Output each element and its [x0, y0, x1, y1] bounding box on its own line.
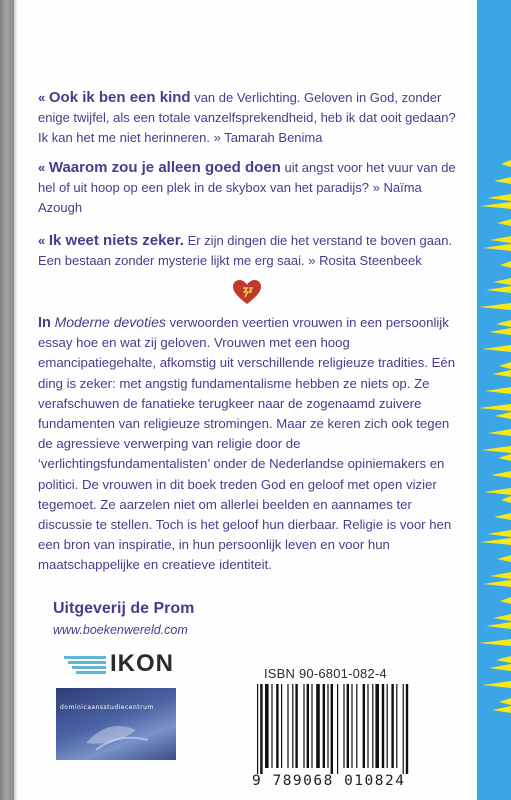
barcode-bar — [406, 684, 408, 774]
barcode-bar — [363, 684, 365, 768]
barcode-bar — [257, 684, 258, 774]
barcode-bar — [351, 684, 352, 768]
barcode-bar — [343, 684, 344, 768]
barcode-bar — [403, 684, 404, 774]
barcode-bar — [387, 684, 388, 768]
barcode-bar — [311, 684, 312, 768]
publisher-website: www.boekenwereld.com — [53, 623, 188, 637]
isbn-number: ISBN 90-6801-082-4 — [264, 666, 387, 681]
blurb — [38, 312, 458, 576]
quote-lead: Ik weet niets zeker. — [48, 232, 184, 249]
quote-text: uit angst voor het vuur van de hel of uit hoop op een plek in de skybox van het paradijs? » Naïma Azough — [38, 160, 456, 215]
quote-1 — [38, 88, 458, 148]
barcode-bar — [372, 684, 373, 768]
barcode-bar — [337, 684, 338, 774]
barcode-bar — [347, 684, 349, 768]
barcode-bar — [271, 684, 272, 768]
barcode-bar — [265, 684, 269, 768]
blurb-text: verwoorden veertien vrouwen in een persoonlijk essay hoe en wat zij geloven. Vrouwen met een hoog emancipatiegehalte, afkomstig uit verschillende religieuze tradities. Eén ding is zeker: met angstig fundamentalisme hebben ze niets op. Ze verafschuwen de fanatieke terugkeer naar de zogenaamd zuivere fundamenten van religieuze stromingen. Maar ze keren zich ook tegen de agressieve verwerping van religie door de ‘verlichtingsfundamentalisten’ onder de Nederlandse opiniemakers en politici. De vrouwen in dit boek treden God en geloof met open vizier tegemoet. Ze aarzelen niet om allerlei beelden en aannames ter discussie te stellen. Toch is het geloof hun dierbaar. Religie is voor hen een bron van inspiratie, in hun persoonlijk leven en voor hun maatschappelijke en creatieve identiteit. — [38, 315, 456, 573]
dsc-logo-text: dominicaansstudiecentrum — [60, 704, 154, 711]
quote-text: van de Verlichting. Geloven in God, zonder enige twijfel, als een totale vanzelfsprekendheid, heb ik dat ooit gedaan? Ik kan het me niet herinneren. » Tamarah Benima — [38, 90, 456, 145]
quote-mark: « — [38, 233, 46, 248]
barcode-bar — [316, 684, 320, 768]
barcode-bar — [396, 684, 397, 768]
barcode-bar — [295, 684, 297, 768]
publisher-name: Uitgeverij de Prom — [53, 600, 195, 617]
cover-burst-graphic — [477, 0, 511, 800]
heart-icon — [232, 279, 262, 305]
quote-lead: Ook ik ben een kind — [48, 89, 191, 106]
barcode-bar — [331, 684, 333, 774]
quote-3 — [38, 231, 458, 271]
barcode — [255, 684, 463, 774]
barcode-bar — [367, 684, 368, 768]
barcode-bar — [375, 684, 379, 768]
ikon-logo: IKON — [110, 650, 174, 677]
barcode-bar — [391, 684, 393, 768]
barcode-bar — [276, 684, 278, 768]
barcode-bar — [356, 684, 357, 768]
barcode-bar — [260, 684, 262, 774]
quote-text: Er zijn dingen die het verstand te boven gaan. Een bestaan zonder mysterie lijkt me erg saai. » Rosita Steenbeek — [38, 233, 453, 268]
book-title: Moderne devoties — [54, 314, 166, 330]
barcode-bar — [307, 684, 309, 768]
barcode-bar — [382, 684, 384, 768]
barcode-bar — [292, 684, 293, 768]
barcode-bar — [281, 684, 282, 768]
barcode-bar — [303, 684, 304, 768]
barcode-bar — [287, 684, 288, 768]
quote-lead: Waarom zou je alleen goed doen — [48, 159, 281, 176]
quote-2 — [38, 158, 458, 218]
barcode-bar — [323, 684, 325, 768]
quote-mark: « — [38, 160, 46, 175]
blurb-lead: In — [38, 315, 51, 331]
quote-mark: « — [38, 90, 46, 105]
dominicaans-studiecentrum-logo — [56, 688, 176, 760]
barcode-number: 9 789068 010824 — [252, 773, 406, 789]
barcode-bar — [327, 684, 328, 768]
book-page-edge — [0, 0, 14, 800]
